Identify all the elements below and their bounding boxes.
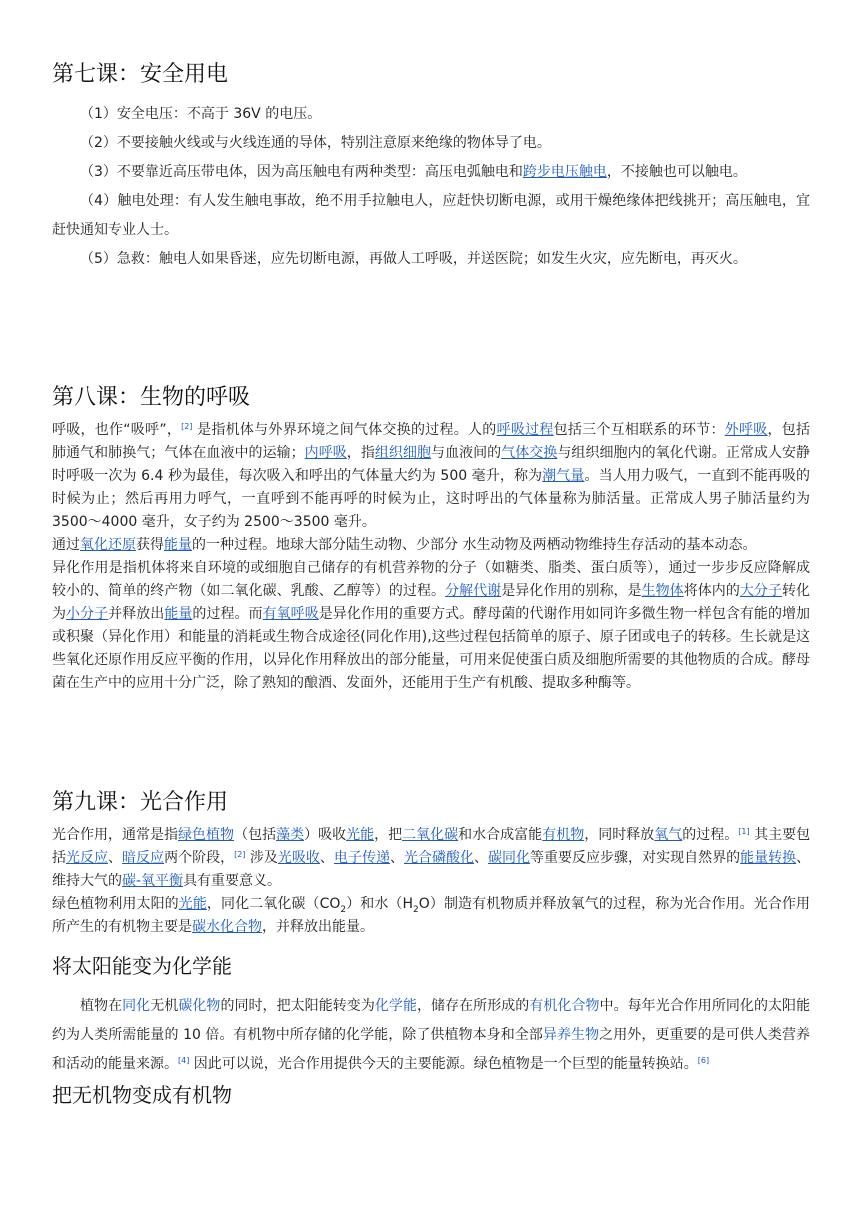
link-aerobic-respiration[interactable]: 有氧呼吸: [262, 606, 319, 622]
link-algae[interactable]: 藻类: [276, 827, 305, 843]
link-tidal-volume[interactable]: 潮气量: [542, 468, 585, 484]
lesson-7-item-5: （5）急救：触电人如果昏迷，应先切断电源，再做人工呼吸，并送医院；如发生火灾，应先断电，再灭火。: [80, 251, 747, 267]
subsection-title-inorganic-to-organic: 把无机物变成有机物: [52, 1083, 232, 1107]
link-tissue-cells[interactable]: 组织细胞: [374, 445, 432, 461]
link-step-voltage[interactable]: 跨步电压触电: [522, 164, 607, 180]
lesson-9-title: 第九课：光合作用: [52, 790, 229, 815]
link-energy-conversion[interactable]: 能量转换: [740, 850, 797, 866]
lesson-7-title: 第七课：安全用电: [52, 62, 229, 87]
link-redox[interactable]: 氧化还原: [80, 537, 136, 553]
lesson-8-para-1: 呼吸，也作“吸呼”，[2] 是指机体与外界环境之间气体交换的过程。人的呼吸过程包括三个互相联系的环节：外呼吸，包括肺通气和肺换气；气体在血液中的运输；内呼吸，指组织细胞与血液间的气体交换与组织细胞内的氧化代谢。正常成人安静时呼吸一次为 6.4 秒为最佳，每次吸入和呼出的气体量大约为 500 毫升，称为潮气量。当人用力吸气，一直到不能再吸的时候为止；然后再用力呼气，一直呼到不能再呼的时候为止，这时呼出的气体量称为肺活量。正常成人男子肺活量约为 3500～4000 毫升，女子约为 2500～3500 毫升。: [52, 422, 811, 530]
link-electron-transfer[interactable]: 电子传递: [333, 850, 390, 866]
citation[interactable]: [4]: [178, 1056, 190, 1065]
citation[interactable]: [2]: [234, 850, 246, 859]
link-carbohydrate[interactable]: 碳水化合物: [192, 919, 262, 935]
link-green-plants[interactable]: 绿色植物: [178, 827, 235, 843]
link-carbon-oxygen-balance[interactable]: 碳-氧平衡: [122, 873, 184, 889]
term-assimilation: 同化: [122, 998, 151, 1014]
lesson-7-item-2: （2）不要接触火线或与火线连通的导体，特别注意原来绝缘的物体导了电。: [80, 135, 551, 151]
link-carbon-dioxide[interactable]: 二氧化碳: [402, 827, 459, 843]
citation[interactable]: [2]: [181, 422, 193, 431]
link-light-energy[interactable]: 光能: [346, 827, 375, 843]
term-organic-compound: 有机化合物: [529, 998, 600, 1014]
link-macromolecule[interactable]: 大分子: [739, 583, 783, 599]
term-chemical-energy: 化学能: [374, 998, 417, 1014]
link-carbon-assimilation[interactable]: 碳同化: [488, 850, 531, 866]
lesson-9-para-2: 绿色植物利用太阳的光能，同化二氧化碳$(CO_2)$和水$(H_2O)$制造有机物质并释放氧气的过程，称为光合作用。光合作用所产生的有机物主要是碳水化合物，并释放出能量。: [52, 896, 811, 935]
link-gas-exchange[interactable]: 气体交换: [501, 445, 558, 461]
link-energy[interactable]: 能量: [164, 537, 192, 553]
link-photophosphorylation[interactable]: 光合磷酸化: [403, 850, 474, 866]
lesson-7-item-3: （3）不要靠近高压带电体，因为高压触电有两种类型：高压电弧触电和跨步电压触电，不接触也可以触电。: [80, 164, 747, 180]
link-catabolism[interactable]: 分解代谢: [445, 583, 502, 599]
citation[interactable]: [1]: [738, 827, 750, 836]
subsection-para-solar-to-chemical: 植物在同化无机碳化物的同时，把太阳能转变为化学能，储存在所形成的有机化合物中。每年光合作用所同化的太阳能约为人类所需能量的 10 倍。有机物中所存储的化学能，除了供植物本身和全部异养生物之用外，更重要的是可供人类营养和活动的能量来源。[4] 因此可以说，光合作用提供今天的主要能源。绿色植物是一个巨型的能量转换站。[6]: [52, 998, 811, 1072]
lesson-7-item-4: （4）触电处理：有人发生触电事故，绝不用手拉触电人，应赶快切断电源，或用干燥绝缘体把线挑开；高压触电，宜赶快通知专业人士。: [52, 193, 810, 238]
term-heterotroph: 异养生物: [542, 1027, 600, 1043]
lesson-9-para-1: 光合作用，通常是指绿色植物（包括藻类）吸收光能，把二氧化碳和水合成富能有机物，同时释放氧气的过程。[1] 其主要包括光反应、暗反应两个阶段，[2] 涉及光吸收、电子传递、光合磷酸化、碳同化等重要反应步骤，对实现自然界的能量转换、维持大气的碳-氧平衡具有重要意义。: [52, 827, 811, 889]
lesson-8: [52, 383, 810, 695]
lesson-9: [52, 788, 810, 1109]
term-carbide: 碳化物: [178, 998, 221, 1014]
link-breathing-process[interactable]: 呼吸过程: [496, 422, 554, 438]
link-organism[interactable]: 生物体: [641, 583, 684, 599]
link-light-absorption[interactable]: 光吸收: [277, 850, 320, 866]
link-external-respiration[interactable]: 外呼吸: [724, 422, 768, 438]
link-oxygen[interactable]: 氧气: [654, 827, 683, 843]
subsection-title-solar-to-chemical: 将太阳能变为化学能: [52, 954, 232, 978]
link-light-energy-2[interactable]: 光能: [178, 896, 207, 912]
link-internal-respiration[interactable]: 内呼吸: [304, 445, 347, 461]
lesson-8-title: 第八课：生物的呼吸: [52, 385, 251, 410]
lesson-7: [52, 60, 810, 274]
lesson-7-item-1: （1）安全电压：不高于 36V 的电压。: [80, 106, 322, 122]
link-light-reaction[interactable]: 光反应: [66, 850, 109, 866]
link-energy-2[interactable]: 能量: [164, 606, 193, 622]
citation[interactable]: [6]: [697, 1056, 710, 1065]
link-small-molecule[interactable]: 小分子: [66, 606, 109, 622]
link-organic-matter[interactable]: 有机物: [542, 827, 585, 843]
link-dark-reaction[interactable]: 暗反应: [122, 850, 165, 866]
lesson-8-para-2: 通过氧化还原获得能量的一种过程。地球大部分陆生动物、少部分 水生动物及两栖动物维持生存活动的基本动态。: [52, 537, 757, 553]
lesson-8-para-3: 异化作用是指机体将来自环境的或细胞自己储存的有机营养物的分子（如糖类、脂类、蛋白质等），通过一步步反应降解成较小的、简单的终产物（如二氧化碳、乳酸、乙醇等）的过程。分解代谢是异化作用的别称，是生物体将体内的大分子转化为小分子并释放出能量的过程。而有氧呼吸是异化作用的重要方式。酵母菌的代谢作用如同许多微生物一样包含有能的增加或积聚（异化作用）和能量的消耗或生物合成途径(同化作用),这些过程包括简单的原子、原子团或电子的转移。生长就是这些氧化还原作用反应平衡的作用，以异化作用释放出的部分能量，可用来促使蛋白质及细胞所需要的其他物质的合成。酵母菌在生产中的应用十分广泛，除了熟知的酿酒、发面外，还能用于生产有机酸、提取多种酶等。: [52, 560, 811, 691]
